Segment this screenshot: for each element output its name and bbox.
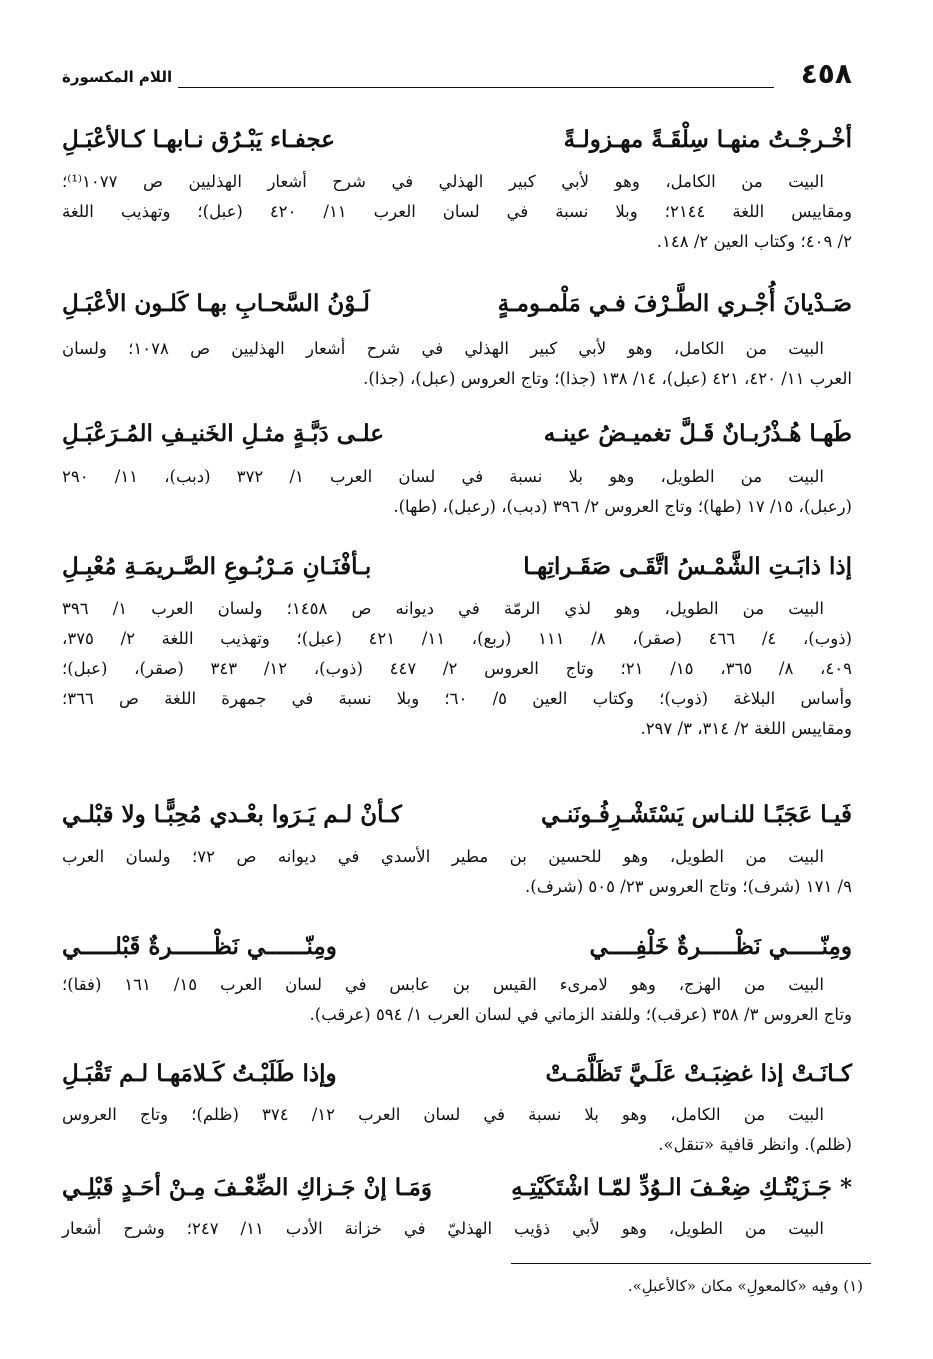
verse-first-hemistich: إذا ذابَـتِ الشَّمْـسُ اتَّقَـى صَقَـراتِهـا [523,553,852,580]
verse-note [62,167,852,257]
note-line: البيت من الكامل، وهو لأبي كبير الهذلي في شرح أشعار الهذليين ص ١٠٧٨؛ ولسان [62,339,825,358]
verse-line [62,793,852,837]
running-title: اللام المكسورة [62,68,173,86]
verse-note [62,594,852,744]
verse-line [62,925,852,969]
note-line: وتاج العروس ٣/ ٣٥٨ (عرقب)؛ وللفند الزماني في لسان العرب ١/ ٥٩٤ (عرقب). [309,1005,852,1024]
verse-note [62,842,852,902]
verse-first-hemistich: طَهـا هُـذْرُبـانٌ قَـلَّ تغميـضُ عينـه [543,420,852,447]
header-rule [178,87,774,88]
note-line: ٩/ ١٧١ (شرف)؛ وتاج العروس ٢٣/ ٥٠٥ (شرف). [525,877,852,896]
note-line: البيت من الهزج، وهو لامرىء القيس بن عابس في لسان العرب ١٥/ ١٦١ (فقا)؛ [62,975,824,994]
verse-first-hemistich: أخْـرجْـتُ منهـا سِلْقَـةً مهـزولـةً [563,126,852,153]
verse-first-hemistich: صَـدْيانَ أُجْـري الطَّـرْفَ فـي مَلْمـومـةٍ [497,290,852,317]
note-line: (ذوب)، ٤/ ٤٦٦ (صقر)، ٨/ ١١١ (ربع)، ١١/ ٤٢١ (عبل)؛ وتهذيب اللغة ٢/ ٣٧٥، [62,629,852,648]
note-line: البيت من الطويل، وهو للحسين بن مطير الأسدي في ديوانه ص ٧٢؛ ولسان العرب [62,847,824,866]
note-line: البيت من الطويل، وهو لأبي ذؤيب الهذليّ في خزانة الأدب ١١/ ٢٤٧؛ وشرح أشعار [62,1219,824,1238]
verse-note [62,1100,852,1160]
verse-second-hemistich: كـأنْ لـم يَـرَوا بعْـدي مُحِبًّـا ولا قبْلـي [62,801,402,828]
verse-second-hemistich: بـأفْنَـانِ مَـرْبُـوعِ الصَّـريمَـةِ مُعْبِـلِ [62,553,372,580]
page-header [62,56,852,96]
verse-first-hemistich: ومِنّـــــي نَظْـــــرةٌ خَلْفِــــي [589,933,852,960]
note-line: البيت من الطويل، وهو لذي الرمّة في ديوانه ص ١٤٥٨؛ ولسان العرب ١/ ٣٩٦ [62,599,824,618]
verse-second-hemistich: وَمَـا إنْ جَـزاكِ الضِّعْـفَ مِـنْ أحَـدٍ قَبْلِـي [62,1174,432,1201]
note-line: (رعبل)، ١٥/ ١٧ (طها)؛ وتاج العروس ٢/ ٣٩٦ (دبب)، (رعبل)، (طها). [393,497,852,516]
verse-second-hemistich: لَـوْنُ السَّحـابِ بهـا كَلـون الأعْبَـلِ [62,290,370,317]
verse-first-hemistich: * جَـزَيْتُـكِ ضِعْـفَ الـوُدِّ لمّـا اشْتَكَيْتِـهِ [511,1174,852,1201]
note-line: البيت من الكامل، وهو بلا نسبة في لسان العرب ١٢/ ٣٧٤ (ظلم)؛ وتاج العروس [62,1105,824,1124]
verse-line [62,545,852,589]
note-line: العرب ١١/ ٤٢٠، ٤٢١ (عبل)، ١٤/ ١٣٨ (جذا)؛ وتاج العروس (عبل)، (جذا). [363,369,852,388]
note-line: (ظلم). وانظر قافية «تنقل». [658,1135,852,1154]
verse-second-hemistich: علـى دَبَّـةٍ مثـلِ الخَنيـفِ المُـرَعْبَـلِ [62,420,385,447]
verse-line [62,1166,852,1210]
verse-note [62,334,852,394]
verse-note [62,970,852,1030]
footnote: (١) وفيه «كالمعولِ» مكان «كالأعبلِ». [627,1277,863,1295]
verse-line [62,118,852,162]
note-line: ومقاييس اللغة ٢١٤٤؛ وبلا نسبة في لسان العرب ١١/ ٤٢٠ (عبل)؛ وتهذيب اللغة [62,202,852,221]
verse-note [62,462,852,522]
verse-second-hemistich: ومِنّــــــي نَظْــــــرةٌ قَبْلـــــي [62,933,337,960]
verse-note [62,1214,852,1244]
verse-line [62,282,852,326]
note-line: وأساس البلاغة (ذوب)؛ وكتاب العين ٥/ ٦٠؛ وبلا نسبة في جمهرة اللغة ص ٣٦٦؛ [62,689,852,708]
note-line: ومقاييس اللغة ٢/ ٣١٤، ٣/ ٢٩٧. [640,719,852,738]
note-line: البيت من الكامل، وهو لأبي كبير الهذلي في شرح أشعار الهذليين ص ١٠٧٧⁽¹⁾؛ [62,172,824,191]
verse-first-hemistich: فَيـا عَجَبًـا للنـاس يَسْتَشْـرِفُـونَنـي [540,801,852,828]
note-line: ٢/ ٤٠٩؛ وكتاب العين ٢/ ١٤٨. [656,232,852,251]
verse-second-hemistich: عجفـاء يَبْـرُق نـابهـا كـالأعْبَـلِ [62,126,335,153]
verse-second-hemistich: وإذا طَلَبْـتُ كَـلامَهـا لـم تَقْبَـلِ [62,1060,337,1087]
page-number: ٤٥٨ [800,57,852,90]
verse-first-hemistich: كـانَـتْ إذا غضِبَـتْ عَلَـيَّ تَظَلَّمَـتْ [545,1060,852,1087]
note-line: ٤٠٩، ٨/ ٣٦٥، ١٥/ ٢١؛ وتاج العروس ٢/ ٤٤٧ (ذوب)، ١٢/ ٣٤٣ (صقر)، (عبل)؛ [62,659,852,678]
footnote-rule [511,1263,871,1264]
verse-line [62,1052,852,1096]
note-line: البيت من الطويل، وهو بلا نسبة في لسان العرب ١/ ٣٧٢ (دبب)، ١١/ ٢٩٠ [62,467,825,486]
verse-line [62,412,852,456]
